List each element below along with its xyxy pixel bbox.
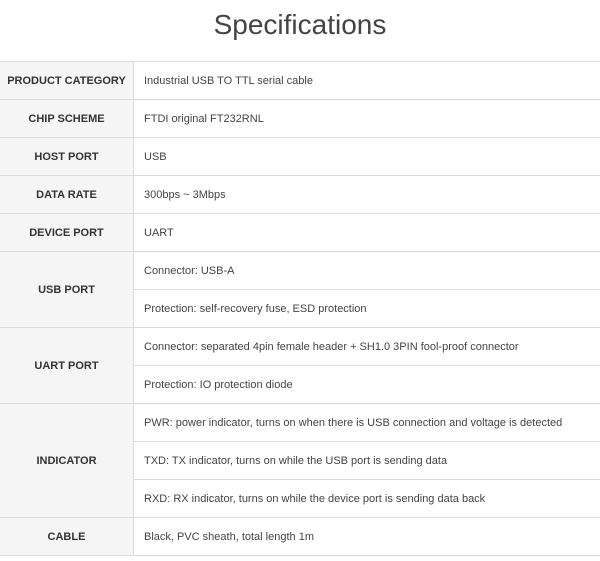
table-row <box>0 138 600 176</box>
spec-value: 300bps ~ 3Mbps <box>134 176 600 214</box>
table-row <box>0 176 600 214</box>
spec-value: TXD: TX indicator, turns on while the USB port is sending data <box>134 442 600 480</box>
spec-value: Connector: separated 4pin female header + SH1.0 3PIN fool-proof connector <box>134 328 600 366</box>
spec-value: FTDI original FT232RNL <box>134 100 600 138</box>
spec-value: Connector: USB-A <box>134 252 600 290</box>
spec-label: DATA RATE <box>0 176 134 214</box>
table-row <box>0 100 600 138</box>
spec-value: Industrial USB TO TTL serial cable <box>134 62 600 100</box>
spec-value: USB <box>134 138 600 176</box>
spec-label: DEVICE PORT <box>0 214 134 252</box>
spec-value: PWR: power indicator, turns on when there is USB connection and voltage is detected <box>134 404 600 442</box>
spec-table <box>0 61 600 556</box>
spec-label: USB PORT <box>0 252 134 328</box>
spec-table-body <box>0 62 600 556</box>
spec-value: UART <box>134 214 600 252</box>
table-row <box>0 404 600 442</box>
spec-label: PRODUCT CATEGORY <box>0 62 134 100</box>
spec-value: Protection: self-recovery fuse, ESD protection <box>134 290 600 328</box>
spec-label: CABLE <box>0 518 134 556</box>
page-title: Specifications <box>213 9 387 40</box>
table-row <box>0 62 600 100</box>
table-row <box>0 214 600 252</box>
table-row <box>0 518 600 556</box>
spec-label: UART PORT <box>0 328 134 404</box>
table-row <box>0 252 600 290</box>
spec-label: CHIP SCHEME <box>0 100 134 138</box>
table-row <box>0 328 600 366</box>
spec-value: RXD: RX indicator, turns on while the device port is sending data back <box>134 480 600 518</box>
spec-value: Protection: IO protection diode <box>134 366 600 404</box>
spec-label: HOST PORT <box>0 138 134 176</box>
spec-label: INDICATOR <box>0 404 134 518</box>
spec-value: Black, PVC sheath, total length 1m <box>134 518 600 556</box>
